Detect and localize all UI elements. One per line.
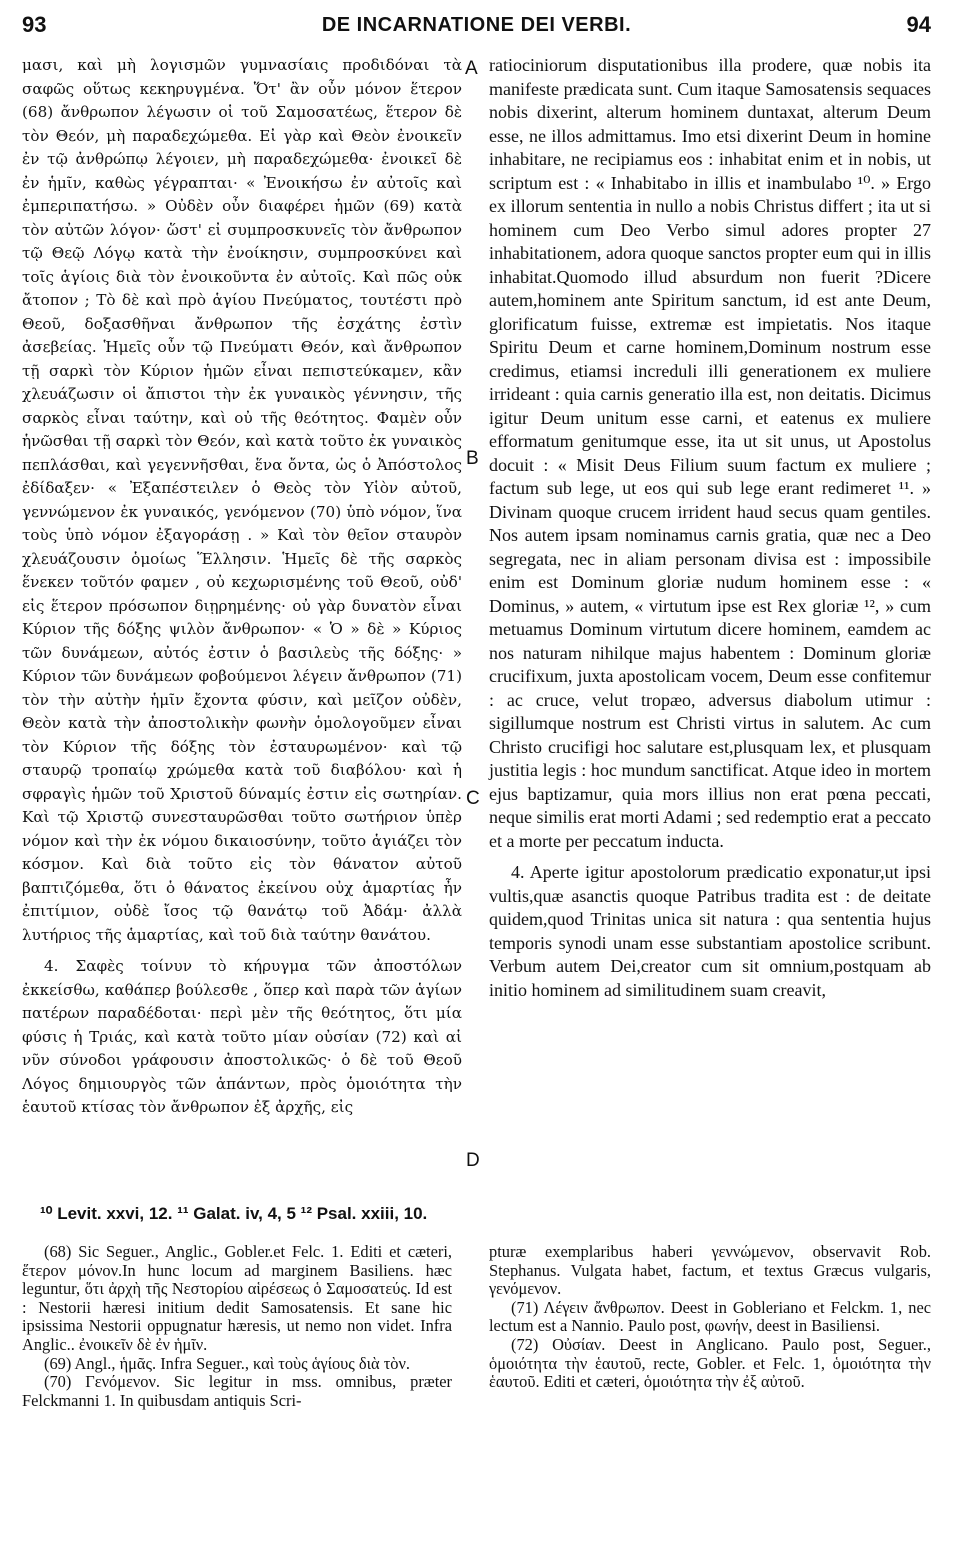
footnote-69: (69) Angl., ἡμᾶς. Infra Seguer., καὶ τοὺς ἁγίους διὰ τὸν. xyxy=(44,1353,410,1373)
scripture-references: ¹⁰ Levit. xxvi, 12. ¹¹ Galat. iv, 4, 5 ¹² Psal. xxiii, 10. xyxy=(40,1204,428,1223)
margin-letter-d: D xyxy=(466,1150,480,1171)
margin-letter-b: B xyxy=(466,448,479,469)
page-number-left: 93 xyxy=(22,12,47,37)
footnote-70-continued: pturæ exemplaribus haberi γεννώμενον, observavit Rob. Stephanus. Vulgata habet, factum, et textus Græcus vulgaris, γενόμενον. xyxy=(489,1242,931,1299)
greek-paragraph-1: μασι, καὶ μὴ λογισμῶν γυμνασίαις προδιδόναι τὰ σαφῶς οὕτως κεκηρυγμένα. Ὅτ' ἂν οὖν μόνον ἕτερον (68) ἄνθρωπον λέγωσιν οἱ τοῦ Σαμοσατέως, ἕτερον δὲ τὸν Θεόν, μὴ παραδεχώμεθα. Εἰ γὰρ καὶ Θεὸν ἐνοικεῖν ἐν τῷ ἀνθρώπῳ λέγοιεν, μὴ παραδεχώμεθα· ἐνοικεῖ δὲ ἐν ἡμῖν, καθὼς γέγραπται· « Ἐνοικήσω ἐν αὐτοῖς καὶ ἐμπεριπατήσω. » Οὐδὲν οὖν διαφέρει ἡμῶν (69) κατὰ τὸν αὐτῶν λόγον· ὥστ' εἰ συμπροσκυνεῖς τὸν ἄνθρωπον τῷ Θεῷ Λόγῳ κατὰ τὴν ἐνοίκησιν, συμπροσκύνει καὶ τοῖς ἁγίοις διὰ τὸν ἐνοικοῦντα ἐν αὐτοῖς. Καὶ πῶς οὐκ ἄτοπον ; Τὸ δὲ καὶ πρὸ ἁγίου Πνεύματος, τουτέστι πρὸ Θεοῦ, δοξασθῆναι ἄνθρωπον τῆς ἐσχάτης ἐστὶν ἀσεβείας. Ἡμεῖς οὖν τῷ Πνεύματι Θεόν, καὶ ἄνθρωπον τῇ σαρκὶ τὸν Κύριον ἡμῶν εἶναι πεπιστεύκαμεν, κἂν χλευάζωσιν οἱ ἄπιστοι τὴν ἐκ γυναικὸς γέννησιν, τῆς σαρκὸς εἶναι ταύτην, καὶ οὐ τῆς θεότητος. Φαμὲν οὖν ἡνῶσθαι τῇ σαρκὶ τὸν Θεόν, καὶ κατὰ τοῦτο ἐκ γυναικὸς πεπλάσθαι, καὶ γεγεννῆσθαι, ἕνα ὄντα, ὡς ὁ Ἀπόστολος ἐδίδαξεν· « Ἐξαπέστειλεν ὁ Θεὸς τὸν Υἱὸν αὐτοῦ, γεννώμενον ἐκ γυναικός, γενόμενον (70) ὑπὸ νόμον, ἵνα τοὺς ὑπὸ νόμον ἐξαγοράσῃ . » Καὶ τὸν θεῖον σταυρὸν χλευάζουσιν ὁμοίως Ἕλλησιν. Ἡμεῖς δὲ τῆς σαρκὸς ἕνεκεν τοῦτόν φαμεν , οὐ κεχωρισμένης τοῦ Θεοῦ, οὐδ' εἰς ἕτερον πρόσωπον διῃρημένης· οὐ γὰρ δυνατὸν εἶναι Κύριον τῆς δόξης ψιλὸν ἄνθρωπον· « Ὁ » δὲ » Κύριος τῶν δυνάμεων, αὐτός ἐστιν ὁ βασιλεὺς τῆς δόξης· » Κύριον τῶν δυνάμεων φοβούμενοι λέγειν ἄνθρωπον (71) τὸν τὴν αὐτὴν ἡμῖν ἔχοντα φύσιν, καὶ μεῖζον οὐδὲν, Θεὸν κατὰ τὴν ἀποστολικὴν φωνὴν ὁμολογοῦμεν εἶναι τὸν Κύριον τῆς δόξης τὸν ἐσταυρωμένον· καὶ τῷ σταυρῷ τροπαίῳ χρώμεθα κατὰ τοῦ διαβόλου· καὶ ἡ σφραγὶς ἡμῶν τοῦ Χριστοῦ δύναμίς ἐστιν εἰς σωτηρίαν. Καὶ τῷ Χριστῷ συνεσταυρῶσθαι τοῦτο σωτήριον ὑπὲρ νόμον καὶ τὴν ἐκ νόμου δικαιοσύνην, τοῦτο ἁγιάζει τὸν κόσμον. Καὶ διὰ τοῦτο εἰς τὸν θάνατον αὐτοῦ βαπτιζόμεθα, ὅτι ὁ θάνατος ἐκείνου οὐχ ἁμαρτίας ἦν ἐπιτίμιον, οὐδὲ ἴσος τῷ θανάτῳ τοῦ Ἀδάμ· ἀλλὰ λυτήριος τῆς ἁμαρτίας, καὶ τοῦ διὰ ταύτην θανάτου. xyxy=(22,56,462,944)
footnote-70: (70) Γενόμενον. Sic legitur in mss. omnibus, præter Felckmanni 1. In quibusdam antiquis Scri- xyxy=(22,1372,452,1410)
running-title: DE INCARNATIONE DEI VERBI. xyxy=(321,14,632,36)
greek-paragraph-2: 4. Σαφὲς τοίνυν τὸ κήρυγμα τῶν ἀποστόλων ἐκκείσθω, καθάπερ βούλεσθε , ὅπερ καὶ παρὰ τῶν ἁγίων πατέρων παραδέδοται· περὶ μὲν τῆς θεότητος, ὅτι μία φύσις ἡ Τριάς, καὶ κατὰ τοῦτο μίαν οὐσίαν (72) καὶ αἱ νῦν σύνοδοι γράφουσιν ἀποστολικῶς· ὁ δὲ τοῦ Θεοῦ Λόγος δημιουργὸς τῶν ἁπάντων, πρὸς ὁμοιότητα τὴν ἑαυτοῦ κτίσας τὸν ἄνθρωπον ἐξ ἀρχῆς, εἰς xyxy=(22,957,462,1116)
margin-letter-c: C xyxy=(466,788,480,809)
latin-paragraph-2: 4. Aperte igitur apostolorum prædicatio exponatur,ut ipsi vultis,quæ asanctis quoque Patribus tradita est : de deitate quidem,quod Trinitas unica sit natura : qua sententia hujus temporis synodi unam esse substantiam apostolice scribunt. Verbum autem Dei,creator cum sit omnium,postquam ab initio hominem ad similitudinem suam creavit, xyxy=(489,862,931,1000)
footnote-72: (72) Οὐσίαν. Deest in Anglicano. Paulo post, Seguer., ὁμοιότητα τὴν ἑαυτοῦ, recte, Gobler. et Felc. 1, ὁμοιότητα τὴν ἑαυτοῦ. Editi et cæteri, ὁμοιότητα τὴν ἐξ αὐτοῦ. xyxy=(489,1334,931,1392)
footnote-71: (71) Λέγειν ἄνθρωπον. Deest in Gobleriano et Felckm. 1, nec lectum est a Nannio. Paulo post, φωνήν, deest in Basiliensi. xyxy=(489,1297,931,1336)
greek-column xyxy=(22,54,462,1120)
latin-column xyxy=(489,54,931,1002)
footnote-68: (68) Sic Seguer., Anglic., Gobler.et Felc. 1. Editi et cæteri, ἕτερον μόνον.In hunc locum ad marginem Basiliens. hæc leguntur, ὅτι ἀρχὴ τῆς Νεστορίου αἱρέσεως ὁ Σαμοσατεύς. Id est : Nestorii hæresi initium dedit Samosatensis. Et sane hic ipsissima Nestorii oppugnatur hæresis, ut nemo non videt. Infra Anglic.. ἐνοικεῖν δὲ ἐν ἡμῖν. xyxy=(22,1242,452,1354)
footnotes-right xyxy=(489,1243,931,1392)
running-head xyxy=(22,12,931,40)
page-number-right: 94 xyxy=(906,12,931,37)
margin-letter-a: A xyxy=(465,58,478,79)
footnotes-left xyxy=(22,1243,452,1410)
latin-paragraph-1: ratiociniorum disputationibus illa prodere, quæ nobis ita manifeste prædicata sunt. Cum itaque Samosatensis sequaces nobis dixerint, alterum hominem duntaxat, alterum Deum esse, ne illos admittamus. Imo etsi dixerint Deum in homine inhabitare, ne recipiamus eos : inhabitat enim et in nobis, ut scriptum est : « Inhabitabo in illis et inambulabo ¹⁰. » Ergo ex illorum sententia in nullo a nobis Christus differt ; ita ut si hominem cum Deo Verbo simul adores propter 27 inhabitationem, adora quoque sanctos propter eum qui in illis inhabitat.Quomodo illud absurdum non fuerit ?Dicere autem,hominem ante Spiritum sanctum, id est ante Deum, glorificatum fuisse, extremæ est impietatis. Nos itaque Spiritu Deum et carne hominem,Dominum nostrum esse credimus, etiamsi increduli illi generationem ex muliere irrideant : quia carnis generatio illa est, non deitatis. Dicimus igitur Deum unitum esse carni, et eatenus ex muliere efformatum genitumque esse, ita ut sit unus, ut Apostolus docuit : « Misit Deus Filium suum factum ex muliere ; factum sub lege, ut eos qui sub lege erant redimeret ¹¹. » Divinam quoque crucem irrident haud secus quam gentiles. Nos autem ipsam nominamus carnis gratia, quæ nec a Deo segregata, nec in aliam personam divisa est : impossibile enim est Dominum gloriæ nudum hominem esse : « Dominus, » autem, « virtutum ipse est Rex gloriæ ¹², » cum metuamus Dominum virtutum dicere hominem, eamdem ac nos naturam nihilque majus habentem : Dominum gloriæ crucifixum, juxta apostolicam vocem, Deum esse confitemur : ac cruce, velut tropæo, adversus diabolum utimur : sigillumque nostrum est Christi virtus in salutem. Ac cum Christo crucifigi hoc salutare est,plusquam lex, et plusquam justitia legis : hoc mundum sanctificat. Atque ideo in mortem ejus baptizamur, quia mors illius non erat pœna peccati, neque similis erat morti Adami ; sed redemptio erat a peccato et a morte per peccatum inducta. xyxy=(489,55,931,851)
